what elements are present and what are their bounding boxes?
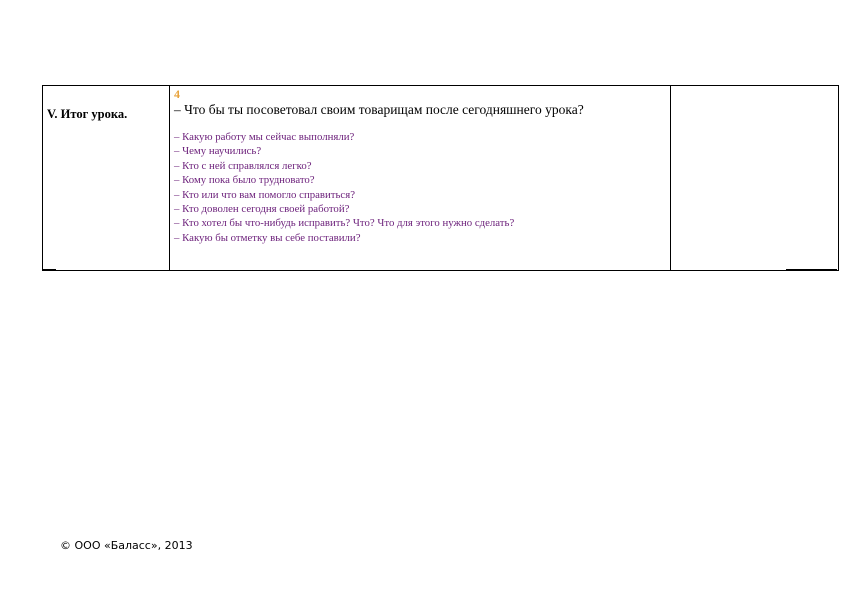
list-item: – Какую бы отметку вы себе поставили?: [174, 231, 361, 244]
main-question: – Что бы ты посоветовал своим товарищам после сегодняшнего урока?: [174, 102, 584, 117]
question-list: [174, 130, 670, 245]
list-item: – Кому пока было трудновато?: [174, 174, 315, 187]
stage-title: V. Итог урока.: [47, 107, 128, 121]
notes-cell: [671, 86, 839, 271]
bottom-border-mark-left: [42, 269, 56, 271]
bottom-border-mark-right: [786, 269, 837, 271]
list-item: – Кто доволен сегодня своей работой?: [174, 203, 350, 216]
step-number: 4: [174, 87, 180, 101]
list-item: – Кто или что вам помогло справиться?: [174, 188, 355, 201]
table-row: [43, 86, 839, 271]
lesson-table: [42, 85, 839, 271]
list-item: – Кто с ней справлялся легко?: [174, 159, 312, 172]
stage-cell: [43, 86, 170, 271]
list-item: – Какую работу мы сейчас выполняли?: [174, 131, 355, 143]
copyright-footer: © ООО «Баласс», 2013: [60, 539, 193, 552]
list-item: – Чему научились?: [174, 145, 262, 158]
list-item: – Кто хотел бы что-нибудь исправить? Что? Что для этого нужно сделать?: [174, 217, 515, 230]
content-cell: [170, 86, 671, 271]
